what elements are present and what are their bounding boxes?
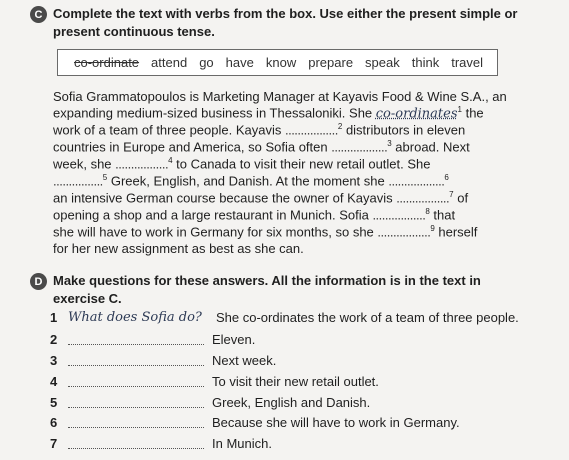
section-c-badge: C — [30, 6, 47, 23]
gap-6[interactable]: .................. — [388, 173, 445, 189]
question-row: 4 To visit their new retail outlet. — [50, 374, 379, 389]
gap-7[interactable]: ................. — [396, 190, 450, 206]
question-row: 6 Because she will have to work in Germany. — [50, 415, 460, 430]
text-line: opening a shop and a large restaurant in Munich. Sofia .................$^8$ that — [53, 207, 456, 223]
word-box-item: attend — [151, 55, 188, 70]
word-box-item: co-ordinate — [74, 55, 140, 70]
text-line: for her new assignment as best as she can. — [53, 241, 304, 256]
word-box-item: go — [199, 55, 214, 70]
handwritten-question: What does Sofia do? — [68, 310, 202, 325]
question-row: 7 In Munich. — [50, 436, 272, 451]
question-blank[interactable] — [68, 353, 204, 366]
gap-4[interactable]: ................. — [115, 156, 169, 172]
text-line: Sofia Grammatopoulos is Marketing Manager at Kayavis Food & Wine S.A., an — [53, 89, 507, 104]
text-line: ................$^5$ Greek, English, and Danish. At the moment she ..................$^6$ — [53, 173, 449, 189]
gap-2[interactable]: ................. — [284, 122, 338, 138]
question-blank[interactable] — [68, 415, 204, 428]
text-line: work of a team of three people. Kayavis .................$^2$ distributors in eleven — [53, 122, 466, 138]
word-box-item: prepare — [308, 55, 354, 70]
section-d-badge: D — [30, 273, 47, 290]
gap-9[interactable]: ................. — [377, 224, 431, 240]
section-c-header — [30, 5, 523, 41]
section-c-instruction: Complete the text with verbs from the box. Use either the present simple or present continuous tense. — [53, 6, 518, 39]
question-row: 1 What does Sofia do? She co-ordinates the work of a team of three people. — [50, 310, 519, 330]
text-line: she will have to work in Germany for six months, so she .................$^9$ herself — [53, 224, 478, 240]
question-row: 2 Eleven. — [50, 332, 256, 347]
text-line: countries in Europe and America, so Sofia often ..................$^3$ abroad. Next — [53, 139, 470, 155]
section-d-header — [30, 272, 523, 308]
question-blank[interactable] — [68, 374, 204, 387]
handwritten-answer: co-ordinates — [375, 106, 458, 122]
text-line: an intensive German course because the owner of Kayavis .................$^7$ of — [53, 190, 469, 206]
question-row: 3 Next week. — [50, 353, 277, 368]
word-box-item: have — [225, 55, 254, 70]
question-blank[interactable] — [68, 332, 204, 345]
question-blank[interactable] — [68, 436, 204, 449]
section-d-instruction: Make questions for these answers. All the information is in the text in exercise C. — [53, 273, 481, 306]
word-box-item: think — [411, 55, 440, 70]
question-blank[interactable] — [68, 395, 204, 408]
question-row: 5 Greek, English and Danish. — [50, 395, 371, 410]
gap-8[interactable]: ................. — [372, 207, 426, 223]
gap-5[interactable]: ................ — [53, 173, 103, 189]
text-line: week, she .................$^4$ to Canada to visit their new retail outlet. She — [53, 156, 431, 172]
gap-3[interactable]: .................. — [331, 139, 388, 155]
word-box-item: travel — [451, 55, 484, 70]
word-box — [57, 49, 498, 76]
text-line: expanding medium-sized business in Thessaloniki. She co-ordinates$^1$ the — [53, 105, 484, 122]
word-box-item: know — [265, 55, 297, 70]
word-box-item: speak — [365, 55, 400, 70]
